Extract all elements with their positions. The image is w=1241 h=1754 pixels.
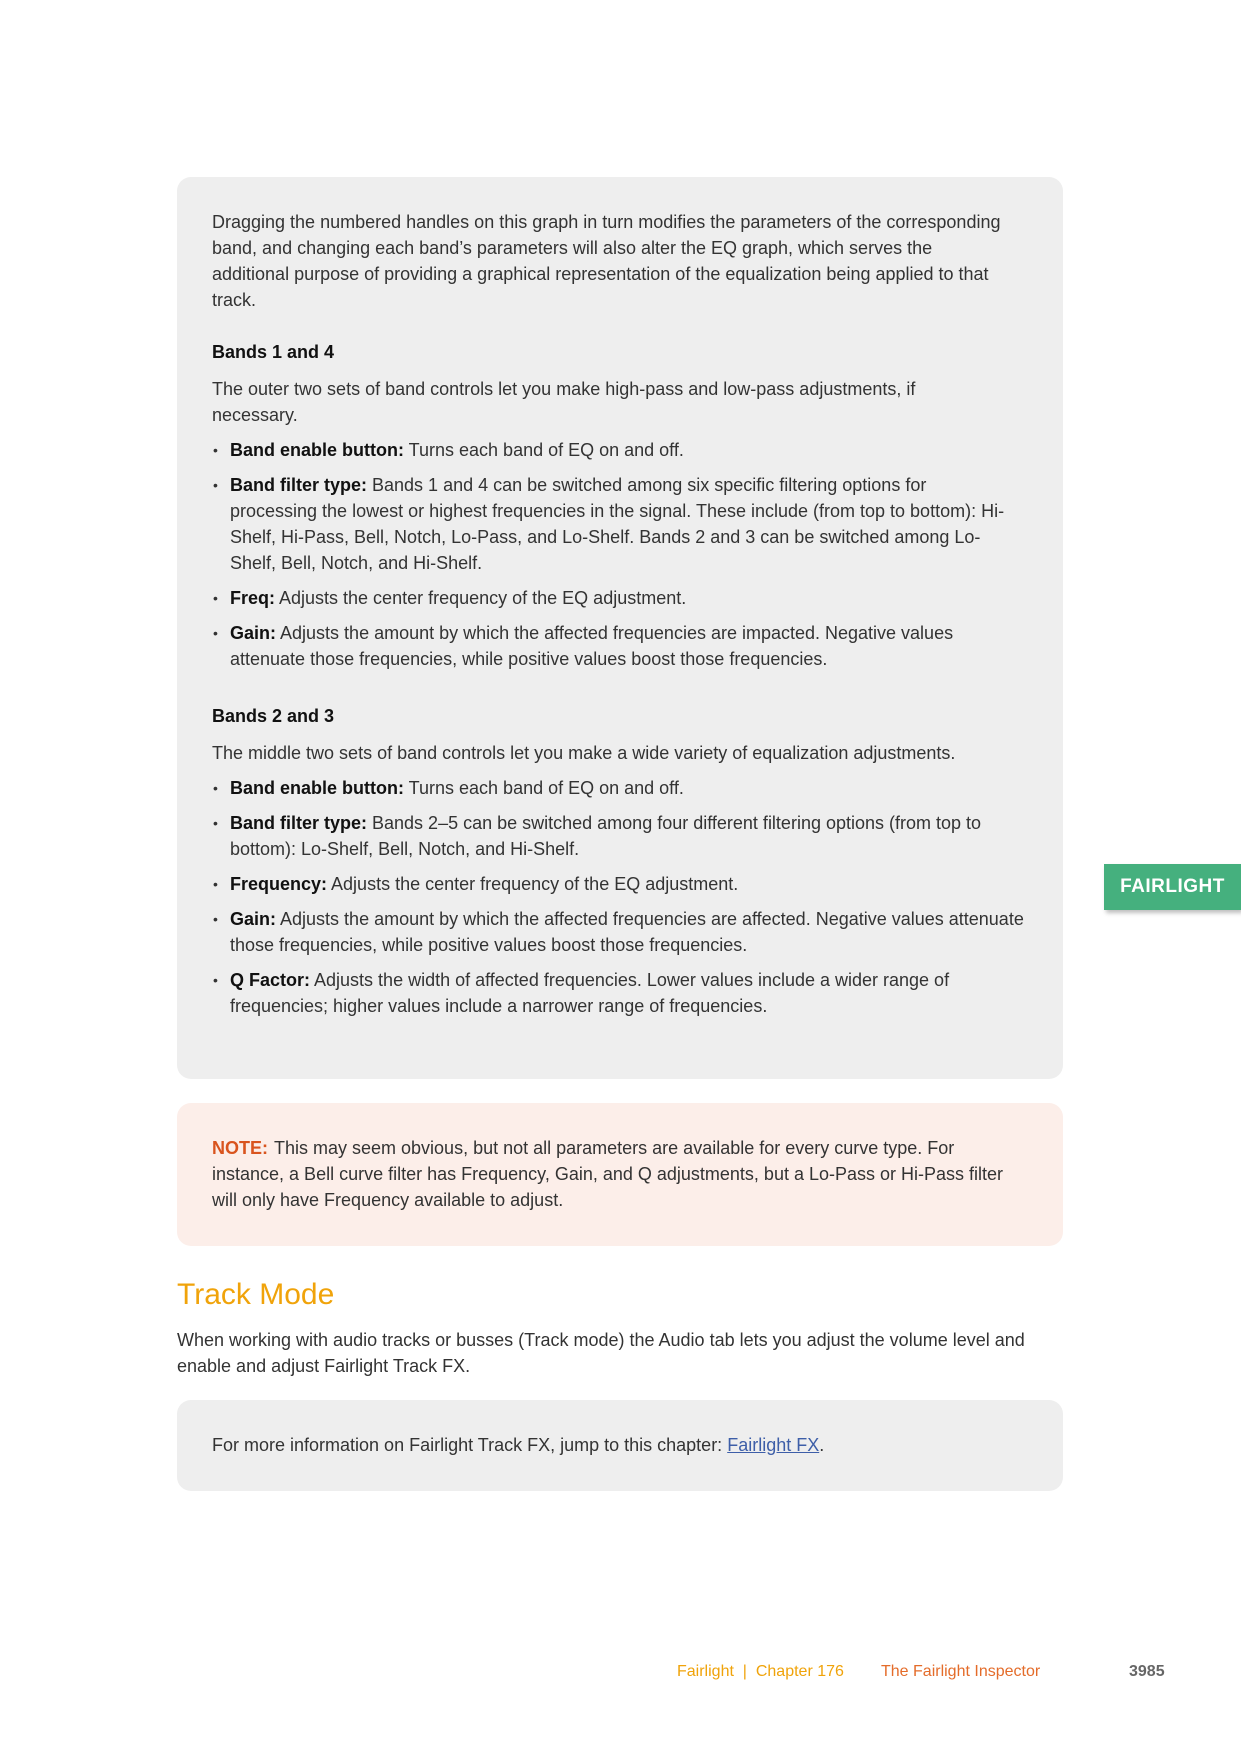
list-item: • Gain: Adjusts the amount by which the affected frequencies are impacted. Negative values attenuate those frequencies, while positive values boost those frequencies.: [212, 620, 1030, 672]
track-mode-paragraph: When working with audio tracks or busses (Track mode) the Audio tab lets you adjust the volume level and enable and adjust Fairlight Track FX.: [177, 1330, 1025, 1376]
list-item: • Q Factor: Adjusts the width of affected frequencies. Lower values include a wider range of frequencies; higher values include a narrower range of frequencies.: [212, 967, 1028, 1019]
page-number: 3985: [1129, 1663, 1165, 1680]
bands-2-3-heading: Bands 2 and 3: [212, 706, 335, 726]
list-item: • Band filter type: Bands 1 and 4 can be switched among six specific filtering options for processing the lowest or highest frequencies in the signal. These include (from top to bottom): Hi-Shelf, Hi-Pass, Bell, Notch, Lo-Pass, and Lo-Shelf. Bands 2 and 3 can be switched among Lo-Shelf, Bell, Notch, and Hi-Shelf.: [212, 472, 1010, 576]
note-text: NOTE: This may seem obvious, but not all parameters are available for every curve type. For instance, a Bell curve filter has Frequency, Gain, and Q adjustments, but a Lo-Pass or Hi-Pass filter will only have Frequency available to adjust.: [212, 1138, 1004, 1210]
track-mode-heading: Track Mode: [177, 1278, 335, 1311]
bands-2-3-list: [212, 775, 1028, 1019]
footer-title: The Fairlight Inspector: [881, 1663, 1041, 1680]
bands-1-4-description: The outer two sets of band controls let you make high-pass and low-pass adjustments, if necessary.: [212, 379, 916, 425]
bands-1-4-heading: Bands 1 and 4: [212, 342, 335, 362]
list-item: • Gain: Adjusts the amount by which the affected frequencies are affected. Negative values attenuate those frequencies, while positive values boost those frequencies.: [212, 906, 1028, 958]
fairlight-side-tab[interactable]: FAIRLIGHT: [1104, 864, 1241, 910]
bands-1-4-list: [212, 437, 1028, 672]
note-label: NOTE:: [212, 1138, 268, 1158]
intro-paragraph: Dragging the numbered handles on this graph in turn modifies the parameters of the corresponding band, and changing each band’s parameters will also alter the EQ graph, which serves the additional purpose of providing a graphical representation of the equalization being applied to that track.: [212, 212, 1001, 310]
list-item: • Frequency: Adjusts the center frequency of the EQ adjustment.: [212, 871, 1028, 897]
list-item: • Freq: Adjusts the center frequency of the EQ adjustment.: [212, 585, 1028, 611]
footer-chapter: Fairlight | Chapter 176: [677, 1663, 844, 1680]
more-info-text: For more information on Fairlight Track FX, jump to this chapter: Fairlight FX.: [212, 1435, 825, 1455]
list-item: • Band enable button: Turns each band of EQ on and off.: [212, 437, 1028, 463]
info-box: [177, 177, 1063, 1079]
list-item: • Band enable button: Turns each band of EQ on and off.: [212, 775, 1028, 801]
fairlight-fx-link[interactable]: Fairlight FX: [727, 1435, 820, 1455]
bands-2-3-description: The middle two sets of band controls let you make a wide variety of equalization adjustments.: [212, 743, 956, 763]
note-box: [177, 1103, 1063, 1246]
more-info-box: [177, 1400, 1063, 1491]
list-item: • Band filter type: Bands 2–5 can be switched among four different filtering options (from top to bottom): Lo-Shelf, Bell, Notch, and Hi-Shelf.: [212, 810, 1028, 862]
